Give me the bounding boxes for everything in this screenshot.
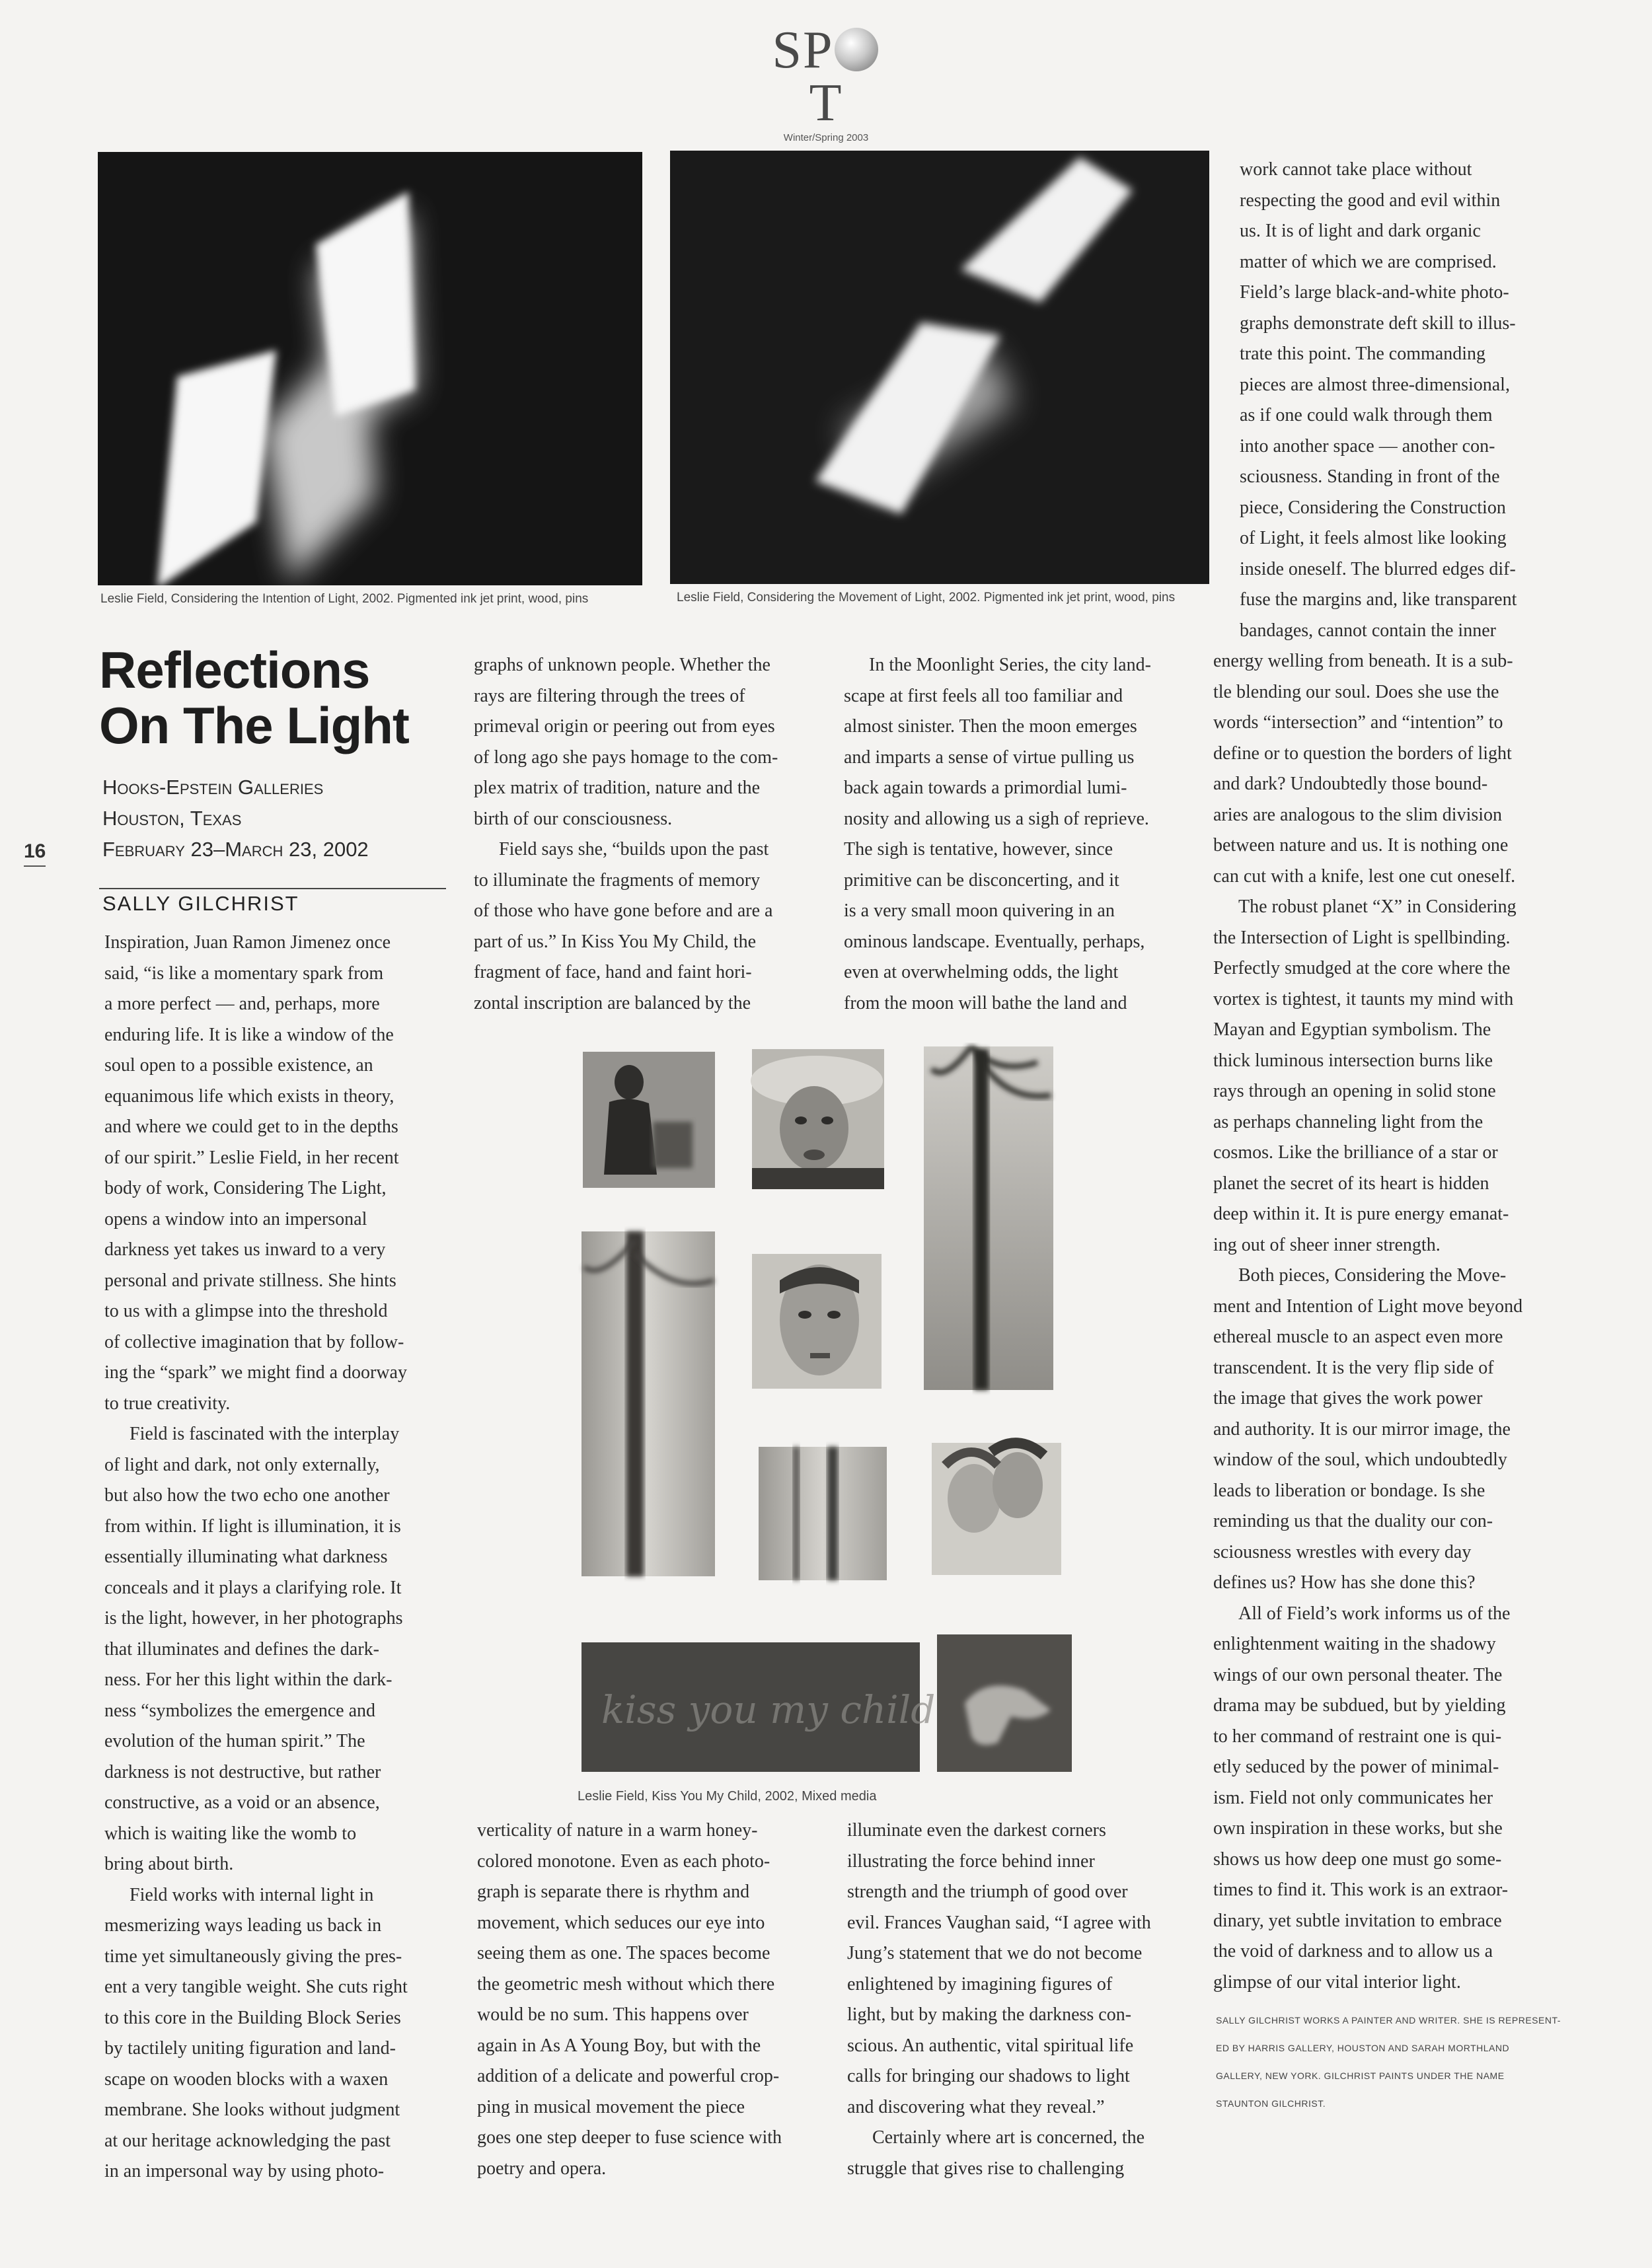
- text-line: the void of darkness and to allow us a: [1213, 1941, 1493, 1961]
- text-line: evolution of the human spirit.” The: [104, 1731, 365, 1751]
- bio-line: ED BY HARRIS GALLERY, HOUSTON AND SARAH MORTHLAND: [1216, 2043, 1510, 2053]
- text-line: Certainly where art is concerned, the: [872, 2127, 1145, 2148]
- text-line: time yet simultaneously giving the pres-: [104, 1946, 402, 1967]
- spot-logo: SPT: [760, 24, 892, 129]
- text-line: from the moon will bathe the land and: [844, 992, 1127, 1013]
- text-line: of collective imagination that by follow-: [104, 1331, 404, 1352]
- text-line: which is waiting like the womb to: [104, 1823, 357, 1844]
- text-line: in an impersonal way by using photo-: [104, 2161, 385, 2181]
- text-line: the image that gives the work power: [1213, 1388, 1483, 1408]
- text-line: aries are analogous to the slim division: [1213, 804, 1503, 825]
- text-line: ism. Field not only communicates her: [1213, 1787, 1493, 1808]
- text-line: dinary, yet subtle invitation to embrace: [1213, 1910, 1502, 1931]
- column-2-top: [474, 650, 831, 1019]
- caption-movement-of-light: Leslie Field, Considering the Movement of Light, 2002. Pigmented ink jet print, wood, pins: [677, 591, 1176, 604]
- text-line: enduring life. It is like a window of the: [104, 1024, 394, 1045]
- text-line: of long ago she pays homage to the com-: [474, 747, 778, 768]
- text-line: deep within it. It is pure energy emanat-: [1213, 1204, 1509, 1224]
- text-line: graph is separate there is rhythm and: [477, 1882, 750, 1902]
- text-line: trate this point. The commanding: [1240, 344, 1485, 364]
- exhibition-dates: February 23–March 23, 2002: [102, 838, 369, 861]
- column-4-bottom: [1213, 646, 1610, 1998]
- text-line: piece, Considering the Construction: [1240, 497, 1506, 518]
- text-line: into another space — another con-: [1240, 435, 1495, 457]
- column-2-bottom: [477, 1815, 834, 2184]
- author-byline: SALLY GILCHRIST: [102, 892, 299, 915]
- text-line: bandages, cannot contain the inner: [1240, 620, 1496, 641]
- text-line: Field says she, “builds upon the past: [499, 839, 769, 860]
- text-line: glimpse of our vital interior light.: [1213, 1971, 1461, 1993]
- logo-sphere-icon: [835, 28, 878, 71]
- text-line: plex matrix of tradition, nature and the: [474, 778, 761, 798]
- collage-kiss-you-my-child: [575, 1043, 1077, 1776]
- text-line: graphs of unknown people. Whether the: [474, 655, 770, 675]
- venue-name: Hooks-Epstein Galleries: [102, 776, 324, 799]
- text-line: said, “is like a momentary spark from: [104, 963, 384, 984]
- text-line: would be no sum. This happens over: [477, 2004, 749, 2025]
- text-line: wings of our own personal theater. The: [1213, 1664, 1503, 1685]
- text-line: transcendent. It is the very flip side of: [1213, 1357, 1494, 1378]
- text-line: but also how the two echo one another: [104, 1485, 390, 1506]
- text-line: and where we could get to in the depths: [104, 1116, 398, 1137]
- text-line: between nature and us. It is nothing one: [1213, 835, 1509, 856]
- text-line: a more perfect — and, perhaps, more: [104, 994, 380, 1014]
- text-line: the geometric mesh without which there: [477, 1973, 775, 1994]
- text-line: light, but by making the darkness con-: [847, 2004, 1132, 2025]
- text-line: almost sinister. Then the moon emerges: [844, 716, 1137, 737]
- text-line: leads to liberation or bondage. Is she: [1213, 1480, 1485, 1501]
- text-line: part of us.” In Kiss You My Child, the: [474, 931, 757, 952]
- text-line: to illuminate the fragments of memory: [474, 869, 761, 891]
- author-bio: [1216, 2002, 1586, 2122]
- text-line: The robust planet “X” in Considering: [1238, 896, 1517, 917]
- text-line: colored monotone. Even as each photo-: [477, 1850, 770, 1872]
- issue-date: Winter/Spring 2003: [783, 132, 869, 143]
- text-line: at our heritage acknowledging the past: [104, 2130, 391, 2151]
- text-line: conceals and it plays a clarifying role. It: [104, 1577, 402, 1598]
- text-line: essentially illuminating what darkness: [104, 1547, 388, 1567]
- text-line: scious. An authentic, vital spiritual life: [847, 2035, 1134, 2056]
- text-line: thick luminous intersection burns like: [1213, 1050, 1493, 1071]
- text-line: rays through an opening in solid stone: [1213, 1081, 1496, 1101]
- text-line: sciousness. Standing in front of the: [1240, 466, 1500, 487]
- text-line: etly seduced by the power of minimal-: [1213, 1757, 1499, 1777]
- text-line: graphs demonstrate deft skill to illus-: [1240, 312, 1516, 334]
- text-line: and imparts a sense of virtue pulling us: [844, 747, 1135, 768]
- photo-movement-image: [670, 151, 1209, 584]
- text-line: birth of our consciousness.: [474, 808, 673, 829]
- text-line: movement, which seduces our eye into: [477, 1912, 765, 1933]
- text-line: opens a window into an impersonal: [104, 1208, 367, 1229]
- collage-tile-man: [752, 1254, 882, 1389]
- photo-intention-image: [98, 152, 642, 585]
- text-line: goes one step deeper to fuse science with: [477, 2127, 782, 2148]
- text-line: shows us how deep one must go some-: [1213, 1848, 1502, 1870]
- text-line: energy welling from beneath. It is a sub-: [1213, 651, 1513, 671]
- text-line: Field’s large black-and-white photo-: [1240, 282, 1509, 303]
- collage-tile-tree-tall: [924, 1046, 1053, 1390]
- text-line: to true creativity.: [104, 1393, 231, 1414]
- text-line: scape at first feels all too familiar and: [844, 685, 1123, 706]
- text-line: respecting the good and evil within: [1240, 190, 1501, 211]
- text-line: the Intersection of Light is spellbinding.: [1213, 927, 1511, 948]
- text-line: Field is fascinated with the interplay: [130, 1424, 400, 1444]
- text-line: In the Moonlight Series, the city land-: [869, 655, 1151, 675]
- column-3-top: [844, 650, 1201, 1019]
- text-line: is a very small moon quivering in an: [844, 900, 1115, 921]
- text-line: as perhaps channeling light from the: [1213, 1111, 1483, 1132]
- text-line: equanimous life which exists in theory,: [104, 1085, 394, 1107]
- text-line: as if one could walk through them: [1240, 405, 1493, 425]
- text-line: ping in musical movement the piece: [477, 2096, 745, 2117]
- text-line: rays are filtering through the trees of: [474, 685, 745, 706]
- text-line: inside oneself. The blurred edges dif-: [1240, 558, 1516, 579]
- collage-tile-soldier: [583, 1052, 715, 1188]
- collage-tile-hand: [937, 1634, 1072, 1772]
- text-line: strength and the triumph of good over: [847, 1882, 1128, 1902]
- text-line: sciousness wrestles with every day: [1213, 1541, 1472, 1562]
- collage-tile-woman-hat: [751, 1049, 884, 1189]
- text-line: to this core in the Building Block Series: [104, 2007, 401, 2028]
- text-line: Mayan and Egyptian symbolism. The: [1213, 1019, 1491, 1040]
- text-line: that illuminates and defines the dark-: [104, 1638, 379, 1660]
- column-1: [104, 928, 461, 2187]
- text-line: The sigh is tentative, however, since: [844, 839, 1113, 860]
- text-line: cosmos. Like the brilliance of a star or: [1213, 1142, 1498, 1163]
- text-line: drama may be subdued, but by yielding: [1213, 1695, 1506, 1716]
- text-line: us. It is of light and dark organic: [1240, 221, 1481, 241]
- text-line: ominous landscape. Eventually, perhaps,: [844, 931, 1145, 952]
- text-line: nosity and allowing us a sigh of reprieve.: [844, 808, 1149, 829]
- column-4-top: [1240, 155, 1610, 646]
- text-line: to us with a glimpse into the threshold: [104, 1301, 388, 1321]
- text-line: vortex is tightest, it taunts my mind with: [1213, 988, 1514, 1009]
- text-line: of Light, it feels almost like looking: [1240, 528, 1507, 548]
- text-line: words “intersection” and “intention” to: [1213, 712, 1503, 733]
- text-line: define or to question the borders of light: [1213, 743, 1512, 764]
- bio-line: SALLY GILCHRIST WORKS A PAINTER AND WRITER. SHE IS REPRESENT-: [1216, 2015, 1561, 2026]
- text-line: reminding us that the duality our con-: [1213, 1511, 1493, 1531]
- caption-kiss-you-my-child: Leslie Field, Kiss You My Child, 2002, Mixed media: [578, 1789, 877, 1804]
- text-line: to her command of restraint one is qui-: [1213, 1726, 1502, 1747]
- text-line: window of the soul, which undoubtedly: [1213, 1449, 1507, 1470]
- text-line: of light and dark, not only externally,: [104, 1454, 380, 1475]
- collage-tile-trees-small: [759, 1447, 887, 1580]
- text-line: and authority. It is our mirror image, the: [1213, 1418, 1511, 1440]
- text-line: ethereal muscle to an aspect even more: [1213, 1327, 1503, 1347]
- text-line: even at overwhelming odds, the light: [844, 962, 1119, 982]
- text-line: enlightenment waiting in the shadowy: [1213, 1634, 1496, 1654]
- text-line: of those who have gone before and are a: [474, 900, 773, 921]
- text-line: struggle that gives rise to challenging: [847, 2158, 1125, 2179]
- collage-inscription-text: kiss you my child: [601, 1687, 936, 1732]
- text-line: of our spirit.” Leslie Field, in her recent: [104, 1147, 399, 1168]
- bio-line: GALLERY, NEW YORK. GILCHRIST PAINTS UNDER THE NAME: [1216, 2070, 1505, 2081]
- text-line: darkness is not destructive, but rather: [104, 1761, 381, 1782]
- text-line: darkness yet takes us inward to a very: [104, 1239, 386, 1260]
- text-line: times to find it. This work is an extraor-: [1213, 1880, 1509, 1900]
- text-line: work cannot take place without: [1240, 159, 1472, 180]
- text-line: planet the secret of its heart is hidden: [1213, 1173, 1489, 1194]
- text-line: illustrating the force behind inner: [847, 1850, 1095, 1872]
- text-line: ing the “spark” we might find a doorway: [104, 1362, 407, 1383]
- text-line: defines us? How has she done this?: [1213, 1572, 1476, 1593]
- text-line: addition of a delicate and powerful crop-: [477, 2066, 780, 2086]
- text-line: is the light, however, in her photographs: [104, 1608, 403, 1628]
- text-line: and dark? Undoubtedly those bound-: [1213, 774, 1488, 794]
- text-line: ing out of sheer inner strength.: [1213, 1234, 1441, 1255]
- text-line: ment and Intention of Light move beyond: [1213, 1296, 1523, 1317]
- page-number: 16: [24, 840, 46, 867]
- text-line: can cut with a knife, lest one cut oneself.: [1213, 865, 1516, 887]
- text-line: fragment of face, hand and faint hori-: [474, 962, 752, 982]
- text-line: All of Field’s work informs us of the: [1238, 1603, 1511, 1624]
- text-line: bring about birth.: [104, 1854, 234, 1874]
- text-line: again in As A Young Boy, but with the: [477, 2035, 761, 2056]
- collage-tile-inscription: [582, 1642, 935, 1772]
- collage-tile-couple: [932, 1443, 1061, 1575]
- text-line: tle blending our soul. Does she use the: [1213, 681, 1499, 702]
- text-line: pieces are almost three-dimensional,: [1240, 374, 1510, 395]
- text-line: evil. Frances Vaughan said, “I agree with: [847, 1912, 1151, 1933]
- collage-image: [575, 1043, 1077, 1776]
- text-line: Field works with internal light in: [130, 1884, 374, 1905]
- text-line: soul open to a possible existence, an: [104, 1055, 373, 1076]
- text-line: from within. If light is illumination, it is: [104, 1516, 401, 1537]
- collage-tile-tree-left: [582, 1231, 715, 1576]
- text-line: verticality of nature in a warm honey-: [477, 1820, 758, 1841]
- text-line: primitive can be disconcerting, and it: [844, 869, 1119, 891]
- text-line: fuse the margins and, like transparent: [1240, 589, 1517, 610]
- photo-movement-of-light: [670, 151, 1209, 584]
- text-line: body of work, Considering The Light,: [104, 1178, 387, 1198]
- caption-intention-of-light: Leslie Field, Considering the Intention of Light, 2002. Pigmented ink jet print, wood, pins: [100, 592, 589, 606]
- text-line: by tactilely uniting figuration and land-: [104, 2038, 396, 2059]
- column-3-bottom: [847, 1815, 1204, 2184]
- text-line: enlightened by imagining figures of: [847, 1973, 1113, 1994]
- article-title: Reflections On The Light: [99, 641, 409, 754]
- text-line: and discovering what they reveal.”: [847, 2096, 1105, 2117]
- text-line: membrane. She looks without judgment: [104, 2100, 400, 2120]
- author-rule: [99, 888, 446, 889]
- text-line: zontal inscription are balanced by the: [474, 992, 751, 1013]
- photo-intention-of-light: [98, 152, 642, 585]
- text-line: scape on wooden blocks with a waxen: [104, 2068, 389, 2090]
- text-line: poetry and opera.: [477, 2158, 607, 2179]
- text-line: seeing them as one. The spaces become: [477, 1943, 770, 1963]
- text-line: own inspiration in these works, but she: [1213, 1818, 1503, 1839]
- text-line: ness “symbolizes the emergence and: [104, 1700, 376, 1721]
- text-line: calls for bringing our shadows to light: [847, 2066, 1130, 2086]
- text-line: Perfectly smudged at the core where the: [1213, 958, 1511, 978]
- text-line: ness. For her this light within the dark-: [104, 1669, 393, 1690]
- text-line: back again towards a primordial lumi-: [844, 778, 1127, 798]
- text-line: illuminate even the darkest corners: [847, 1820, 1106, 1841]
- bio-line: STAUNTON GILCHRIST.: [1216, 2098, 1326, 2109]
- text-line: matter of which we are comprised.: [1240, 251, 1497, 272]
- text-line: personal and private stillness. She hints: [104, 1270, 396, 1291]
- text-line: Jung’s statement that we do not become: [847, 1943, 1143, 1963]
- text-line: primeval origin or peering out from eyes: [474, 716, 775, 737]
- venue-city: Houston, Texas: [102, 807, 242, 830]
- text-line: constructive, as a void or an absence,: [104, 1792, 380, 1813]
- text-line: Inspiration, Juan Ramon Jimenez once: [104, 932, 391, 953]
- text-line: mesmerizing ways leading us back in: [104, 1915, 382, 1936]
- masthead: [760, 21, 892, 143]
- text-line: Both pieces, Considering the Move-: [1238, 1265, 1507, 1286]
- text-line: ent a very tangible weight. She cuts right: [104, 1977, 408, 1997]
